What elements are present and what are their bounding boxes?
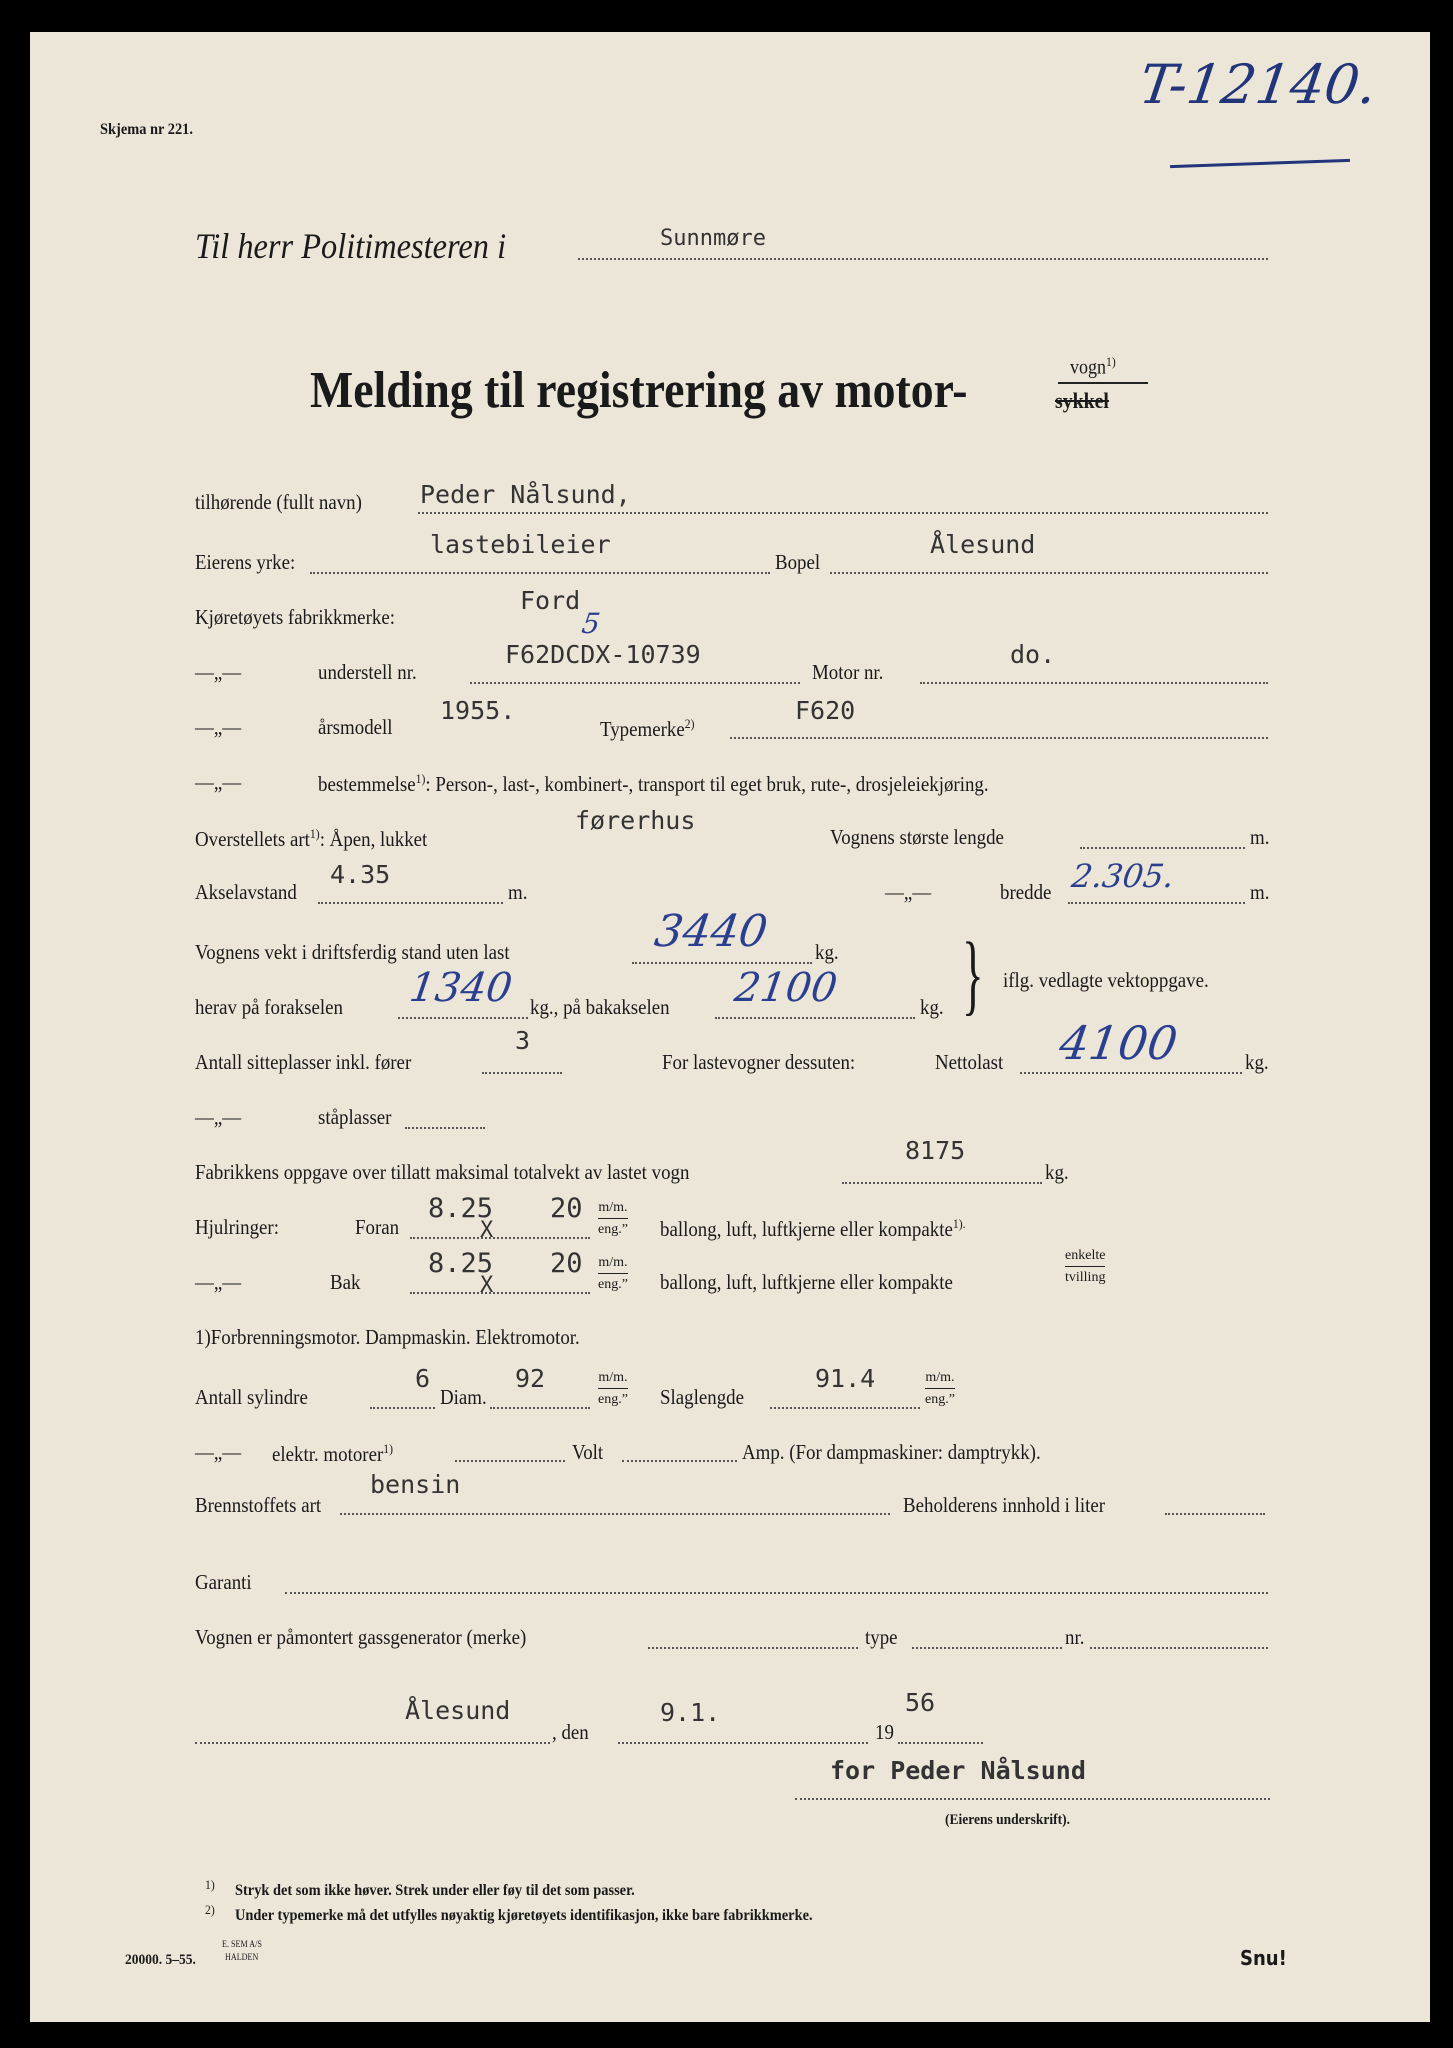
brace: } bbox=[962, 925, 984, 1024]
make-value[interactable]: Ford bbox=[520, 586, 581, 615]
truck-label: For lastevogner dessuten: bbox=[662, 1050, 856, 1074]
electric-label: elektr. motorer$^{1)}$ bbox=[272, 1441, 394, 1466]
wheelbase-value[interactable]: 4.35 bbox=[330, 860, 391, 889]
diam-label: Diam. bbox=[440, 1385, 487, 1409]
rear-axle-value[interactable]: 2100 bbox=[731, 965, 841, 1011]
ditto-mark: —„— bbox=[195, 660, 242, 684]
cylinders-value[interactable]: 6 bbox=[415, 1364, 431, 1393]
unit-m: m. bbox=[1250, 825, 1270, 849]
max-weight-value[interactable]: 8175 bbox=[905, 1136, 966, 1165]
rear-tyre-types: ballong, luft, luftkjerne eller kompakte bbox=[660, 1270, 953, 1294]
owner-value[interactable]: Peder Nålsund, bbox=[420, 480, 631, 509]
wheelbase-label: Akselavstand bbox=[195, 880, 297, 904]
length-label: Vognens største lengde bbox=[830, 825, 1004, 849]
date-line bbox=[618, 1742, 868, 1744]
length-line bbox=[1080, 847, 1245, 849]
printer-name: E. SEM A/S bbox=[222, 1939, 262, 1949]
signer-value[interactable]: for Peder Nålsund bbox=[830, 1756, 1086, 1785]
unit-m: m. bbox=[1250, 880, 1270, 904]
unit-kg: kg. bbox=[1045, 1160, 1069, 1184]
front-tyre-line bbox=[410, 1237, 590, 1239]
fuel-value[interactable]: bensin bbox=[370, 1470, 461, 1499]
volt-line bbox=[622, 1460, 737, 1462]
year-line bbox=[898, 1742, 983, 1744]
front-axle-value[interactable]: 1340 bbox=[406, 965, 516, 1011]
century-label: 19 bbox=[875, 1720, 894, 1744]
chassis-correction: 5 bbox=[579, 607, 603, 640]
seats-value[interactable]: 3 bbox=[515, 1026, 531, 1055]
type-value[interactable]: F620 bbox=[795, 696, 856, 725]
form-title: Melding til registrering av motor- bbox=[310, 362, 968, 419]
unit-fraction: m/m. eng.” bbox=[598, 1200, 628, 1238]
ditto-mark: —„— bbox=[195, 1270, 242, 1294]
weight-label: Vognens vekt i driftsferdig stand uten last bbox=[195, 940, 510, 964]
rear-label: Bak bbox=[330, 1270, 361, 1294]
purpose-line: bestemmelse$^{1)}$: Person-, last-, kombinert-, transport til eget bruk, rute-, drosjeleiekjøring. bbox=[318, 771, 989, 796]
single-twin-fraction: enkelte tvilling bbox=[1065, 1248, 1106, 1286]
cylinders-label: Antall sylindre bbox=[195, 1385, 308, 1409]
year-value[interactable]: 1955. bbox=[440, 696, 516, 725]
chassis-value[interactable]: F62DCDX-10739 bbox=[505, 640, 701, 669]
standing-line bbox=[405, 1127, 485, 1129]
title-fraction-bar bbox=[1058, 382, 1148, 384]
chassis-label: understell nr. bbox=[318, 660, 417, 684]
tyres-label: Hjulringer: bbox=[195, 1215, 279, 1239]
chassis-line bbox=[470, 682, 800, 684]
ditto-mark: —„— bbox=[195, 1105, 242, 1129]
type-line bbox=[730, 737, 1268, 739]
stroke-label: Slaglengde bbox=[660, 1385, 744, 1409]
print-info: 20000. 5–55. bbox=[125, 1952, 196, 1968]
width-line bbox=[1068, 902, 1245, 904]
gas-nr-line bbox=[1090, 1647, 1268, 1649]
archive-number: T-12140. bbox=[1135, 53, 1381, 116]
fuel-label: Brennstoffets art bbox=[195, 1493, 322, 1517]
signature-label: (Eierens underskrift). bbox=[945, 1812, 1071, 1828]
gas-nr-label: nr. bbox=[1065, 1625, 1085, 1649]
wheelbase-line bbox=[318, 902, 503, 904]
amp-label: Amp. (For dampmaskiner: damptrykk). bbox=[742, 1440, 1041, 1464]
unit-fraction: m/m. eng.” bbox=[598, 1370, 628, 1408]
rear-axle-line bbox=[715, 1017, 915, 1019]
sign-year-value[interactable]: 56 bbox=[905, 1688, 936, 1717]
volt-label: Volt bbox=[572, 1440, 604, 1464]
rear-tyre-size[interactable]: 8.25 bbox=[428, 1248, 494, 1279]
printer-city: HALDEN bbox=[225, 1952, 259, 1962]
date-value[interactable]: 9.1. bbox=[660, 1698, 721, 1727]
occupation-label: Eierens yrke: bbox=[195, 550, 296, 574]
weight-note: iflg. vedlagte vektoppgave. bbox=[1003, 968, 1209, 992]
unit-fraction: m/m. eng.” bbox=[925, 1370, 955, 1408]
gas-type-line bbox=[912, 1647, 1062, 1649]
front-axle-label: herav på forakselen bbox=[195, 995, 343, 1019]
front-tyre-types: ballong, luft, luftkjerne eller kompakte$^{1).}$ bbox=[660, 1216, 966, 1241]
stroke-value[interactable]: 91.4 bbox=[815, 1364, 876, 1393]
max-weight-line bbox=[842, 1182, 1042, 1184]
turn-over-note: Snu! bbox=[1240, 1946, 1287, 1970]
width-value[interactable]: 2.305. bbox=[1069, 857, 1177, 895]
ditto-mark: —„— bbox=[195, 1440, 242, 1464]
engine-label: Motor nr. bbox=[812, 660, 884, 684]
cylinders-line bbox=[370, 1407, 435, 1409]
engine-value[interactable]: do. bbox=[1010, 640, 1056, 669]
standing-label: ståplasser bbox=[318, 1105, 392, 1129]
payload-label: Nettolast bbox=[935, 1050, 1004, 1074]
unit-kg: kg. bbox=[1245, 1050, 1269, 1074]
warranty-label: Garanti bbox=[195, 1570, 252, 1594]
title-vogn: vogn$^{1)}$ bbox=[1070, 354, 1116, 379]
payload-line bbox=[1020, 1072, 1242, 1074]
addressee-value[interactable]: Sunnmøre bbox=[660, 226, 766, 251]
year-label: årsmodell bbox=[318, 715, 393, 739]
unit-m: m. bbox=[508, 880, 528, 904]
gas-type-label: type bbox=[865, 1625, 898, 1649]
residence-label: Bopel bbox=[775, 550, 821, 574]
paper-sheet bbox=[30, 32, 1430, 2022]
stroke-line bbox=[770, 1407, 920, 1409]
front-axle-line bbox=[398, 1017, 528, 1019]
occupation-line bbox=[310, 572, 770, 574]
place-line bbox=[195, 1742, 550, 1744]
warranty-line bbox=[285, 1592, 1268, 1594]
front-tyre-size[interactable]: 8.25 bbox=[428, 1193, 494, 1224]
body-label: Overstellets art$^{1)}$: Åpen, lukket bbox=[195, 826, 428, 851]
payload-value[interactable]: 4100 bbox=[1056, 1016, 1181, 1070]
rear-tyre-line bbox=[410, 1292, 590, 1294]
body-value[interactable]: førerhus bbox=[575, 806, 696, 835]
addressee-label: Til herr Politimesteren i bbox=[195, 226, 507, 266]
tank-line bbox=[1165, 1513, 1265, 1515]
place-value[interactable]: Ålesund bbox=[405, 1696, 511, 1725]
occupation-value[interactable]: lastebileier bbox=[430, 530, 611, 559]
footnote-mark: 1) bbox=[205, 1877, 215, 1892]
footnote-1: Stryk det som ikke høver. Strek under eller føy til det som passer. bbox=[235, 1882, 635, 1899]
ditto-mark: —„— bbox=[195, 770, 242, 794]
ditto-mark: —„— bbox=[195, 715, 242, 739]
diam-line bbox=[490, 1407, 590, 1409]
unit-fraction: m/m. eng.” bbox=[598, 1255, 628, 1293]
ditto-mark: —„— bbox=[885, 880, 932, 904]
form-number: Skjema nr 221. bbox=[100, 121, 193, 138]
diam-value[interactable]: 92 bbox=[515, 1364, 546, 1393]
make-label: Kjøretøyets fabrikkmerke: bbox=[195, 605, 395, 629]
x-mark: X bbox=[480, 1218, 494, 1243]
den-label: , den bbox=[552, 1720, 589, 1744]
weight-line bbox=[632, 962, 812, 964]
unit-kg: kg. bbox=[815, 940, 839, 964]
unit-kg: kg. bbox=[920, 995, 944, 1019]
max-weight-label: Fabrikkens oppgave over tillatt maksimal totalvekt av lastet vogn bbox=[195, 1160, 690, 1184]
seats-label: Antall sitteplasser inkl. fører bbox=[195, 1050, 412, 1074]
engine-line bbox=[920, 682, 1268, 684]
gas-line bbox=[648, 1647, 858, 1649]
front-tyre-rim[interactable]: 20 bbox=[550, 1193, 583, 1224]
signature-line bbox=[795, 1798, 1270, 1800]
residence-line bbox=[830, 572, 1268, 574]
owner-label: tilhørende (fullt navn) bbox=[195, 490, 362, 514]
x-mark: X bbox=[480, 1273, 494, 1298]
footnote-mark: 2) bbox=[205, 1902, 215, 1917]
electric-line bbox=[455, 1460, 565, 1462]
type-label: Typemerke$^{2)}$ bbox=[600, 716, 695, 741]
addressee-line bbox=[578, 258, 1268, 260]
weight-value[interactable]: 3440 bbox=[651, 906, 771, 957]
rear-tyre-rim[interactable]: 20 bbox=[550, 1248, 583, 1279]
residence-value[interactable]: Ålesund bbox=[930, 530, 1036, 559]
footnote-2: Under typemerke må det utfylles nøyaktig kjøretøyets identifikasjon, ikke bare fabrikkmerke. bbox=[235, 1907, 813, 1924]
width-label: bredde bbox=[1000, 880, 1052, 904]
rear-axle-label: kg., på bakakselen bbox=[530, 995, 670, 1019]
seats-line bbox=[482, 1072, 562, 1074]
gas-label: Vognen er påmontert gassgenerator (merke) bbox=[195, 1625, 527, 1649]
fuel-line bbox=[340, 1513, 890, 1515]
engine-types: 1)Forbrenningsmotor. Dampmaskin. Elektromotor. bbox=[195, 1325, 580, 1349]
title-sykkel-struck: sykkel bbox=[1055, 388, 1109, 413]
front-label: Foran bbox=[355, 1215, 400, 1239]
tank-label: Beholderens innhold i liter bbox=[903, 1493, 1106, 1517]
owner-line bbox=[418, 512, 1268, 514]
